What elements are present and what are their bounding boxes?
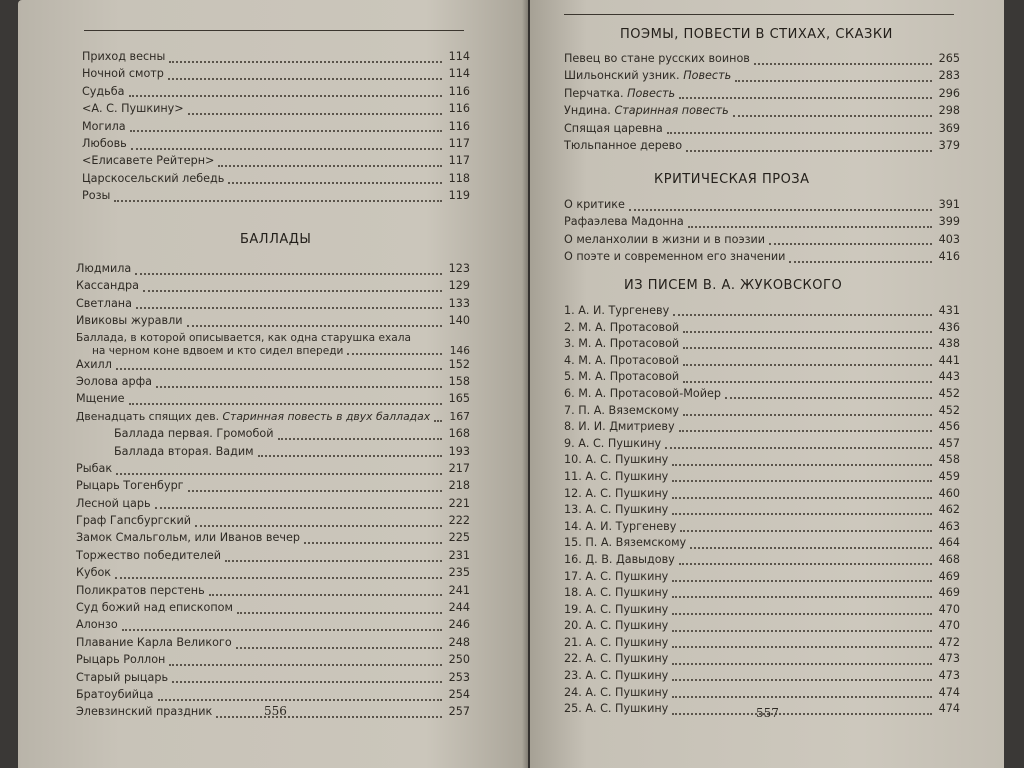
toc-entry: Светлана 133 [76,296,470,310]
left-page [18,0,528,768]
toc-entry: Ивиковы журавли 140 [76,314,470,328]
toc-entry: Старый рыцарь 253 [76,670,470,684]
toc-entry: О поэте и современном его значении 416 [564,250,960,264]
toc-entry: Спящая царевна 369 [564,121,960,135]
toc-entry: Рыцарь Роллон 250 [76,653,470,667]
toc-entry: Рафаэлева Мадонна 399 [564,215,960,229]
toc-entry: 20. А. С. Пушкину 470 [564,619,960,633]
toc-list-poems [564,52,960,156]
toc-entry: Рыцарь Тогенбург 218 [76,479,470,493]
toc-entry: Ночной смотр 114 [82,67,470,81]
toc-entry: 21. А. С. Пушкину 472 [564,635,960,649]
toc-list-ballads [76,262,470,723]
toc-entry: 23. А. С. Пушкину 473 [564,669,960,683]
toc-entry: 7. П. А. Вяземскому 452 [564,403,960,417]
toc-entry: Рыбак 217 [76,461,470,475]
toc-entry: 1. А. И. Тургеневу 431 [564,304,960,317]
toc-entry: Элевзинский праздник 257 [76,705,470,719]
toc-entry: Лесной царь 221 [76,496,470,510]
toc-entry: О меланхолии в жизни и в поэзии 403 [564,232,960,246]
toc-entry: Могила 116 [82,119,470,133]
toc-entry: 13. А. С. Пушкину 462 [564,503,960,517]
toc-entry: <А. С. Пушкину> 116 [82,102,470,116]
section-heading-poems: ПОЭМЫ, ПОВЕСТИ В СТИХАХ, СКАЗКИ [620,27,893,42]
toc-entry: 25. А. С. Пушкину 474 [564,702,960,716]
toc-entry: Граф Гапсбургский 222 [76,514,470,528]
toc-list-prose [564,198,960,268]
toc-entry: 11. А. С. Пушкину 459 [564,469,960,483]
page-number-right: 557 [756,706,779,720]
toc-entry: Алонзо 246 [76,618,470,632]
toc-entry: Мщение 165 [76,392,470,406]
toc-entry: Торжество победителей 231 [76,548,470,562]
toc-entry: Певец во стане русских воинов 265 [564,52,960,65]
toc-entry: Царскосельский лебедь 118 [82,171,470,185]
toc-entry: 6. М. А. Протасовой-Мойер 452 [564,386,960,400]
toc-entry: Кубок 235 [76,566,470,580]
toc-entry: Судьба 116 [82,84,470,98]
toc-entry: 3. М. А. Протасовой 438 [564,337,960,351]
toc-entry: 17. А. С. Пушкину 469 [564,569,960,583]
toc-entry: Братоубийца 254 [76,687,470,701]
toc-entry: 8. И. И. Дмитриеву 456 [564,420,960,434]
right-page [530,0,1004,768]
toc-entry: Поликратов перстень 241 [76,583,470,597]
toc-entry: Кассандра 129 [76,279,470,293]
top-rule-left [84,30,464,31]
section-heading-critical-prose: КРИТИЧЕСКАЯ ПРОЗА [654,172,810,187]
toc-list-top [82,50,470,207]
toc-entry: 12. А. С. Пушкину 460 [564,486,960,500]
toc-entry: Приход весны 114 [82,50,470,63]
toc-entry: 16. Д. В. Давыдову 468 [564,552,960,566]
toc-entry: 14. А. И. Тургеневу 463 [564,519,960,533]
section-heading-letters: ИЗ ПИСЕМ В. А. ЖУКОВСКОГО [624,278,843,293]
toc-entry: Ахилл 152 [76,357,470,371]
toc-entry: 15. П. А. Вяземскому 464 [564,536,960,550]
toc-entry: <Елисавете Рейтерн> 117 [82,154,470,168]
toc-entry: Плавание Карла Великого 248 [76,635,470,649]
toc-entry: Тюльпанное дерево 379 [564,138,960,152]
toc-entry: Любовь 117 [82,136,470,150]
section-heading-ballads: БАЛЛАДЫ [240,232,312,247]
toc-entry-twelve-maidens: Двенадцать спящих дев. Старинная повесть в двух балладах 167 [76,409,470,423]
toc-entry: 22. А. С. Пушкину 473 [564,652,960,666]
toc-entry: Людмила 123 [76,262,470,275]
top-rule-right [564,14,954,15]
toc-entry-long-line1: Баллада, в которой описывается, как одна старушка ехала [76,331,412,344]
toc-entry: 2. М. А. Протасовой 436 [564,320,960,334]
toc-entry: Эолова арфа 158 [76,374,470,388]
page-number-left: 556 [264,704,287,718]
toc-entry-long-line2: на черном коне вдвоем и кто сидел впереди 146 [92,344,470,357]
toc-entry: Суд божий над епископом 244 [76,601,470,615]
toc-list-letters [564,304,960,719]
toc-entry: 18. А. С. Пушкину 469 [564,586,960,600]
toc-entry: Замок Смальгольм, или Иванов вечер 225 [76,531,470,545]
toc-entry: 10. А. С. Пушкину 458 [564,453,960,467]
toc-entry: 5. М. А. Протасовой 443 [564,370,960,384]
toc-entry: 24. А. С. Пушкину 474 [564,685,960,699]
toc-entry: Розы 119 [82,189,470,203]
toc-entry: 19. А. С. Пушкину 470 [564,602,960,616]
toc-entry: Ундина. Старинная повесть 298 [564,104,960,118]
toc-entry: 4. М. А. Протасовой 441 [564,353,960,367]
toc-entry: Перчатка. Повесть 296 [564,86,960,100]
toc-subentry: Баллада первая. Громобой 168 [114,427,470,441]
toc-entry: 9. А. С. Пушкину 457 [564,436,960,450]
toc-subentry: Баллада вторая. Вадим 193 [114,444,470,458]
toc-entry: О критике 391 [564,198,960,211]
toc-entry: Шильонский узник. Повесть 283 [564,69,960,83]
